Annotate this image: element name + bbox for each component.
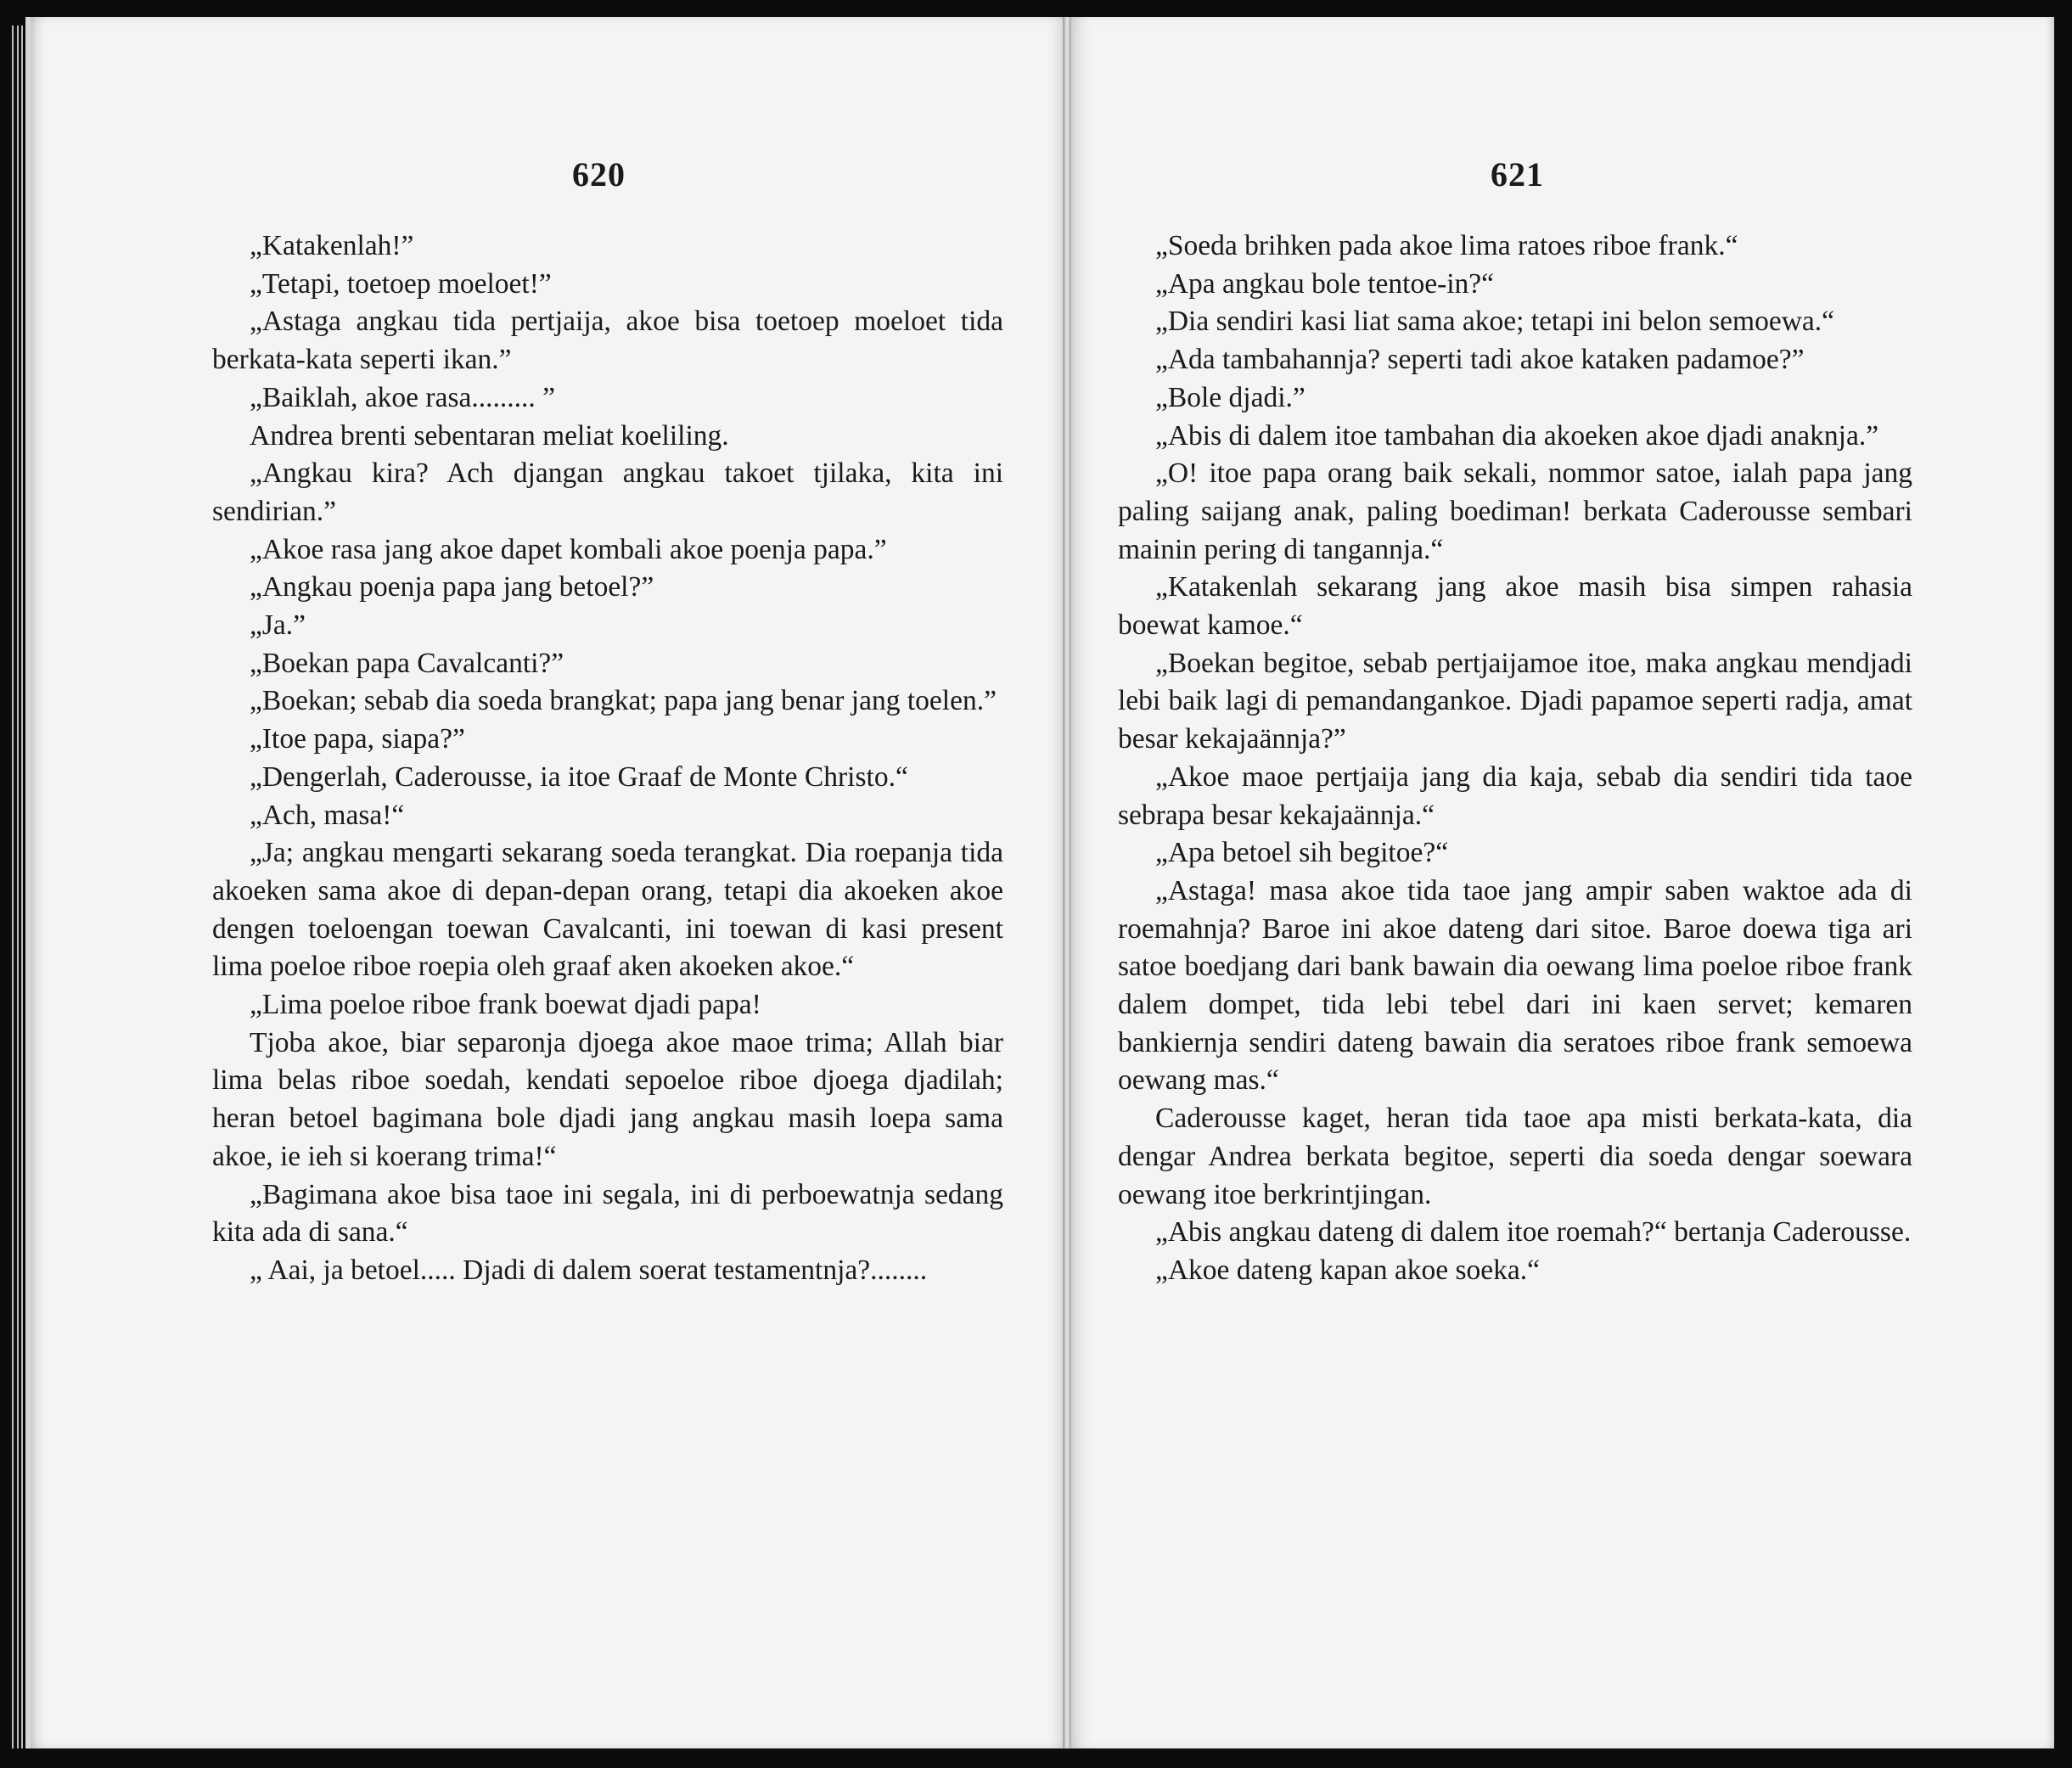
paragraph: „Lima poeloe riboe frank boewat djadi papa! — [250, 989, 761, 1021]
paragraph: Caderousse kaget, heran tida taoe apa misti berkata-kata, dia dengar Andrea berkata begitoe, seperti dia soeda dengar soewara oewang itoe berkrintjingan. — [1118, 1103, 1912, 1210]
paragraph: „Ach, masa!“ — [250, 799, 405, 831]
page-edge — [17, 25, 19, 1748]
paragraph: „Angkau kira? Ach djangan angkau takoet tjilaka, kita ini sendirian.” — [212, 457, 1003, 527]
paragraph: „Boekan; sebab dia soeda brangkat; papa jang benar jang toelen.” — [250, 685, 997, 717]
paragraph: „Ja.” — [250, 609, 306, 642]
left-page-number: 620 — [572, 155, 626, 194]
paragraph: „Ja; angkau mengarti sekarang soeda terangkat. Dia roepanja tida akoeken sama akoe di depan-depan orang, tetapi dia akoeken akoe dengen toeloengan toewan Cavalcanti, ini toewan di kasi present lima poeloe riboe roepia oleh graaf aken akoeken akoe.“ — [212, 837, 1003, 983]
paragraph: „Katakenlah!” — [250, 230, 414, 261]
right-page-number: 621 — [1491, 155, 1544, 194]
paragraph: „Astaga angkau tida pertjaija, akoe bisa toetoep moeloet tida berkata-kata seperti ikan.” — [212, 306, 1003, 376]
paragraph: „Apa angkau bole tentoe-in?“ — [1155, 267, 1495, 300]
paragraph: „Bole djadi.” — [1155, 381, 1306, 413]
page-edge — [12, 25, 14, 1748]
book-gutter — [1063, 17, 1071, 1748]
paragraph: „Apa betoel sih begitoe?“ — [1155, 837, 1449, 869]
paragraph: „Akoe dateng kapan akoe soeka.“ — [1155, 1254, 1540, 1286]
paragraph: „Astaga! masa akoe tida taoe jang ampir saben waktoe ada di roemahnja? Baroe ini akoe dateng dari sitoe. Baroe doewa tiga ari satoe boedjang dari bank bawain dia oewang lima poeloe riboe frank dalem dompet, tida lebi tebel dari ini kaen servet; kemaren bankiernja sendiri dateng bawain dia seratoes riboe frank semoewa oewang mas.“ — [1118, 874, 1912, 1097]
paragraph: „Akoe maoe pertjaija jang dia kaja, sebab dia sendiri tida taoe sebrapa besar kekajaännja.“ — [1118, 761, 1912, 831]
paragraph: Tjoba akoe, biar separonja djoega akoe maoe trima; Allah biar lima belas riboe soedah, kendati sepoeloe riboe djoega djadilah; heran betoel bagimana bole djadi jang angkau masih loepa sama akoe, ie ieh si koerang trima!“ — [212, 1026, 1003, 1172]
paragraph: „Abis di dalem itoe tambahan dia akoeken akoe djadi anaknja.” — [1155, 419, 1879, 452]
left-page-text — [212, 227, 1003, 1290]
paragraph: „Boekan begitoe, sebab pertjaijamoe itoe, maka angkau mendjadi lebi baik lagi di pemandangankoe. Djadi papamoe seperti radja, amat besar kekajaännja?” — [1118, 647, 1912, 755]
paragraph: „Katakenlah sekarang jang akoe masih bisa simpen rahasia boewat kamoe.“ — [1118, 571, 1912, 642]
page-edge — [21, 25, 23, 1748]
paragraph: „Baiklah, akoe rasa......... ” — [250, 381, 555, 413]
paragraph: „Dengerlah, Caderousse, ia itoe Graaf de Monte Christo.“ — [250, 761, 908, 793]
paragraph: „Soeda brihken pada akoe lima ratoes riboe frank.“ — [1155, 230, 1738, 261]
paragraph: „Itoe papa, siapa?” — [250, 723, 465, 755]
paragraph: „Boekan papa Cavalcanti?” — [250, 647, 564, 679]
paragraph: „O! itoe papa orang baik sekali, nommor satoe, ialah papa jang paling saijang anak, paling boediman! berkata Caderousse sembari mainin pering di tangannja.“ — [1118, 457, 1912, 565]
paragraph: Andrea brenti sebentaran meliat koeliling. — [250, 419, 729, 452]
paragraph: „Akoe rasa jang akoe dapet kombali akoe poenja papa.” — [250, 533, 887, 565]
paragraph: „Abis angkau dateng di dalem itoe roemah?“ bertanja Caderousse. — [1155, 1216, 1912, 1249]
paragraph: „Bagimana akoe bisa taoe ini segala, ini di perboewatnja sedang kita ada di sana.“ — [212, 1178, 1003, 1249]
paragraph: „ Aai, ja betoel..... Djadi di dalem soerat testamentnja?........ — [250, 1254, 928, 1286]
right-page-text — [1118, 227, 1912, 1290]
paragraph: „Ada tambahannja? seperti tadi akoe kataken padamoe?” — [1155, 344, 1805, 376]
paragraph: „Tetapi, toetoep moeloet!” — [250, 267, 552, 300]
paragraph: „Angkau poenja papa jang betoel?” — [250, 571, 654, 603]
paragraph: „Dia sendiri kasi liat sama akoe; tetapi ini belon semoewa.“ — [1155, 306, 1835, 338]
